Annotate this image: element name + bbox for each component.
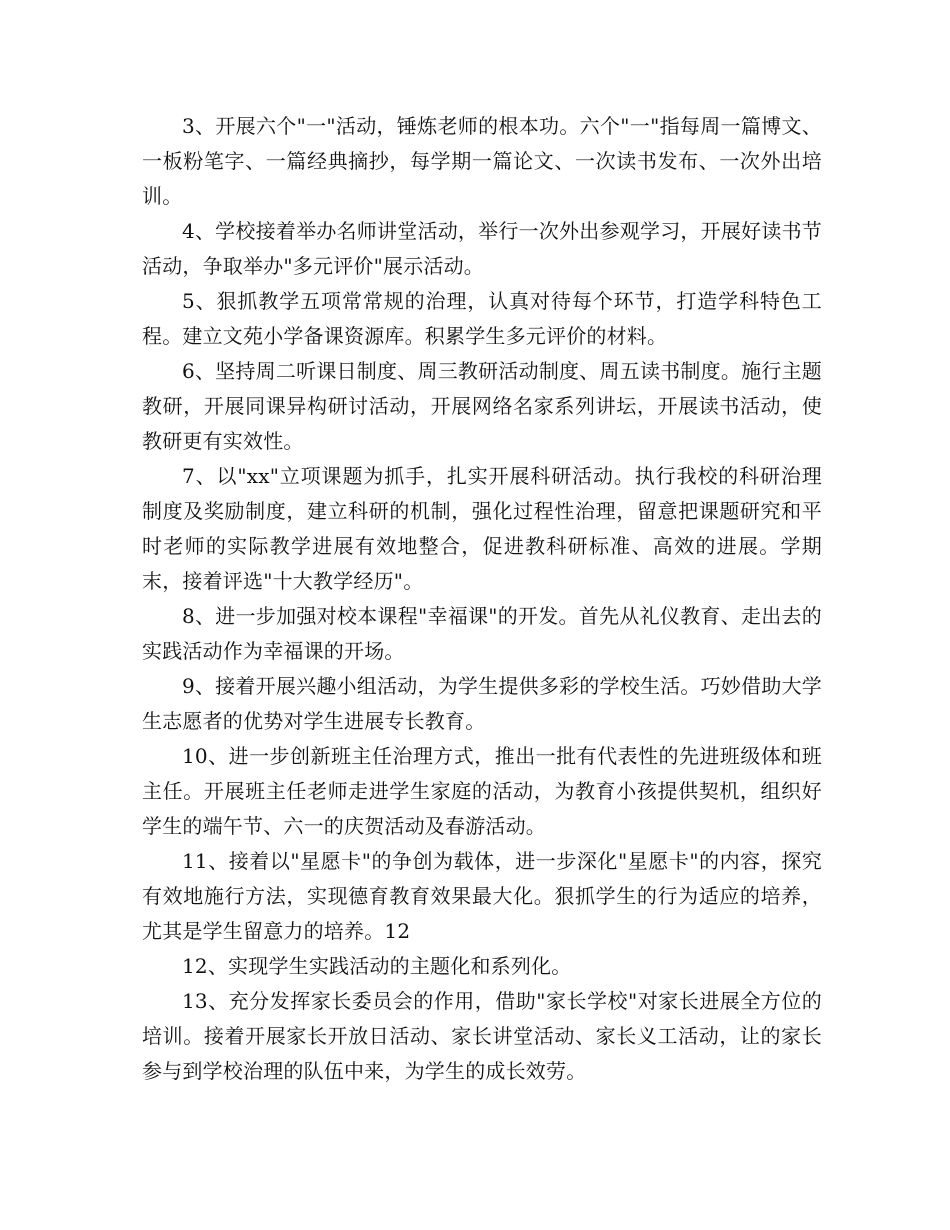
paragraph-item-5: 5、狠抓教学五项常常规的治理，认真对待每个环节，打造学科特色工程。建立文苑小学备课资源库。积累学生多元评价的材料。: [142, 289, 822, 348]
paragraph-item-7: 7、以"xx"立项课题为抓手，扎实开展科研活动。执行我校的科研治理制度及奖励制度，建立科研的机制，强化过程性治理，留意把课题研究和平时老师的实际教学进展有效地整合，促进教科研标准、高效的进展。学期末，接着评选"十大教学经历"。: [142, 464, 822, 593]
paragraph-item-9: 9、接着开展兴趣小组活动，为学生提供多彩的学校生活。巧妙借助大学生志愿者的优势对学生进展专长教育。: [142, 674, 822, 733]
paragraph-item-11: 11、接着以"星愿卡"的争创为载体，进一步深化"星愿卡"的内容，探究有效地施行方法，实现德育教育效果最大化。狠抓学生的行为适应的培养，尤其是学生留意力的培养。12: [142, 849, 822, 943]
paragraph-item-8: 8、进一步加强对校本课程"幸福课"的开发。首先从礼仪教育、走出去的实践活动作为幸福课的开场。: [142, 604, 822, 663]
document-body: [142, 109, 822, 1089]
paragraph-item-6: 6、坚持周二听课日制度、周三教研活动制度、周五读书制度。施行主题教研，开展同课异构研讨活动，开展网络名家系列讲坛，开展读书活动，使教研更有实效性。: [142, 359, 822, 453]
paragraph-item-12: 12、实现学生实践活动的主题化和系列化。: [182, 954, 572, 978]
paragraph-item-3: 3、开展六个"一"活动，锤炼老师的根本功。六个"一"指每周一篇博文、一板粉笔字、一篇经典摘抄，每学期一篇论文、一次读书发布、一次外出培训。: [142, 114, 822, 208]
paragraph-item-4: 4、学校接着举办名师讲堂活动，举行一次外出参观学习，开展好读书节活动，争取举办"多元评价"展示活动。: [142, 219, 822, 278]
paragraph-item-13: 13、充分发挥家长委员会的作用，借助"家长学校"对家长进展全方位的培训。接着开展家长开放日活动、家长讲堂活动、家长义工活动，让的家长参与到学校治理的队伍中来，为学生的成长效劳。: [142, 989, 822, 1083]
paragraph-item-10: 10、进一步创新班主任治理方式，推出一批有代表性的先进班级体和班主任。开展班主任老师走进学生家庭的活动，为教育小孩提供契机，组织好学生的端午节、六一的庆贺活动及春游活动。: [142, 744, 822, 838]
